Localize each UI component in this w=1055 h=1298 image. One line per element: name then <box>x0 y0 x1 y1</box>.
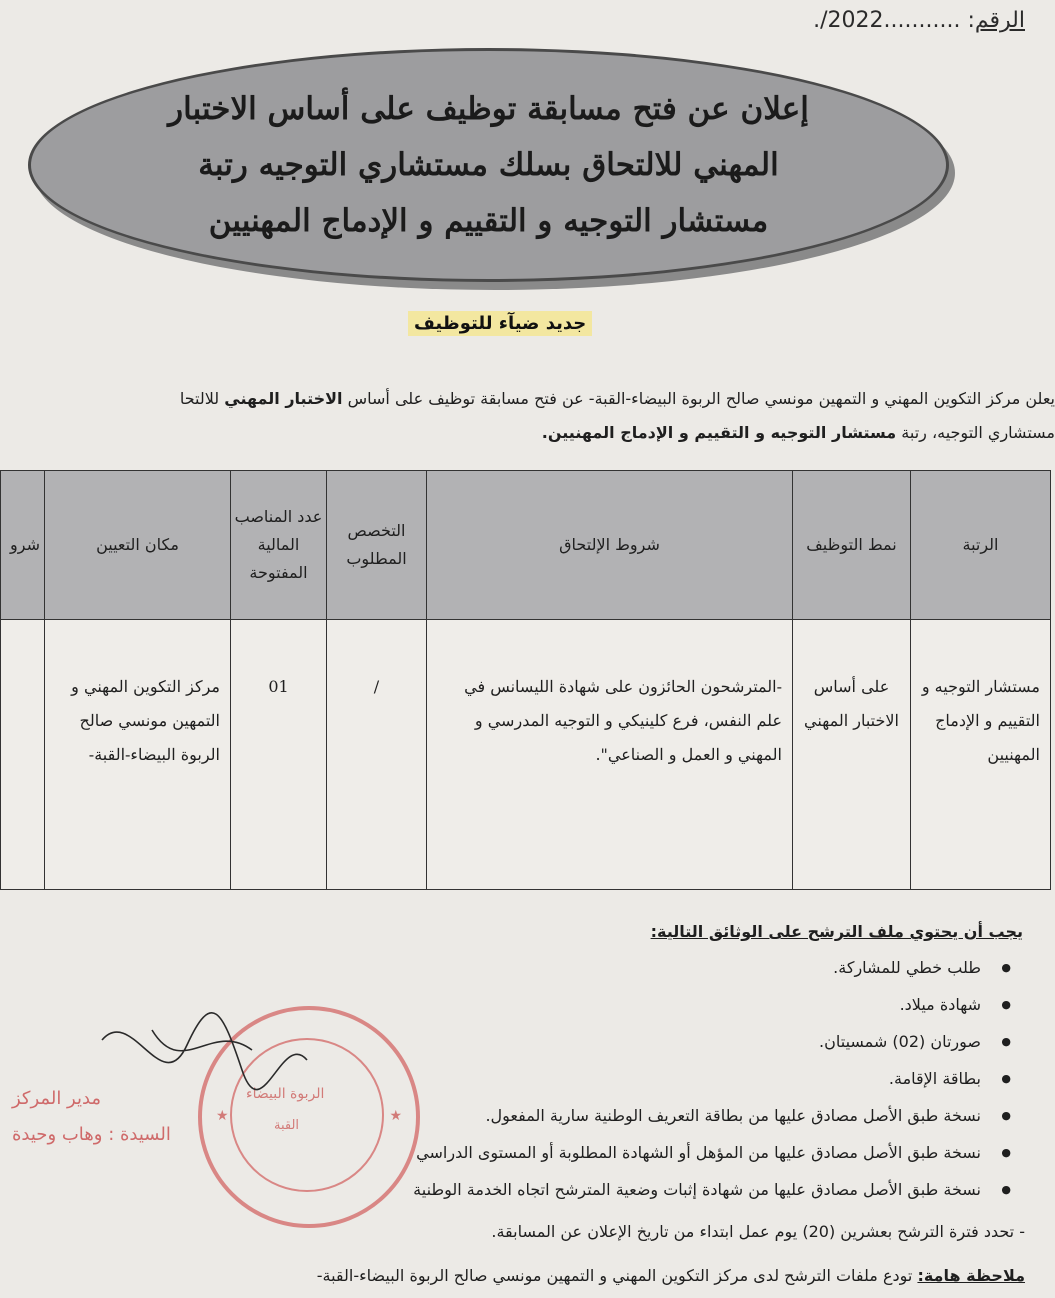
header-rank: الرتبة <box>911 471 1051 620</box>
header-extra: شرو <box>1 471 45 620</box>
intro-paragraph <box>45 382 1055 450</box>
documents-heading: يجب أن يحتوي ملف الترشح على الوثائق التالية: <box>650 922 1023 941</box>
watermark-label: جديد ضيآء للتوظيف <box>408 311 592 336</box>
stamp-center-text-2: القبة <box>274 1118 300 1133</box>
note-label: ملاحظة هامة: <box>917 1266 1025 1285</box>
intro-part-4: للالتحا <box>179 389 225 408</box>
cell-type: على أساس الاختبار المهني <box>793 620 911 890</box>
cell-conditions: -المترشحون الحائزون على شهادة الليسانس في علم النفس، فرع كلينيكي و التوجيه المدرسي و المهني و العمل و الصناعي". <box>427 620 793 890</box>
title-oval <box>28 48 949 282</box>
reference-value: ...........2022/. <box>813 8 961 33</box>
header-place: مكان التعيين <box>45 471 231 620</box>
cell-place: مركز التكوين المهني و التمهين مونسي صالح الربوة البيضاء-القبة- <box>45 620 231 890</box>
signature-icon <box>92 1000 325 1110</box>
director-name: السيدة : وهاب وحيدة <box>12 1124 171 1145</box>
positions-table <box>0 470 1051 890</box>
header-specialty: التخصص المطلوب <box>327 471 427 620</box>
star-icon: ★ <box>389 1108 402 1124</box>
header-posts: عدد المناصب المالية المفتوحة <box>231 471 327 620</box>
star-icon: ★ <box>216 1108 229 1124</box>
list-item: ● صورتان (02) شمسيتان. <box>123 1023 981 1060</box>
title-line-1: إعلان عن فتح مسابقة توظيف على أساس الاختبار <box>168 91 809 127</box>
intro-line2-a: مستشاري التوجيه، رتبة <box>896 423 1055 442</box>
list-item: ● نسخة طبق الأصل مصادق عليها من المؤهل أو الشهادة المطلوبة أو المستوى الدراسي <box>123 1134 981 1171</box>
reference-label: الرقم <box>974 8 1025 33</box>
list-item: ● طلب خطي للمشاركة. <box>123 949 981 986</box>
important-note <box>317 1266 1025 1285</box>
table-header-row <box>1 471 1051 620</box>
table-row <box>1 620 1051 890</box>
header-type: نمط التوظيف <box>793 471 911 620</box>
reference-number: الرقم: ...........2022/. <box>813 8 1025 33</box>
cell-rank: مستشار التوجيه و التقييم و الإدماج المهنيين <box>911 620 1051 890</box>
list-item: ● نسخة طبق الأصل مصادق عليها من بطاقة التعريف الوطنية سارية المفعول. <box>123 1097 981 1134</box>
title-line-3: مستشار التوجيه و التقييم و الإدماج المهنيين <box>208 203 769 239</box>
stamp-center-text-1: الربوة البيضاء <box>246 1086 325 1102</box>
application-period: - تحدد فترة الترشح بعشرين (20) يوم عمل ابتداء من تاريخ الإعلان عن المسابقة. <box>491 1222 1025 1241</box>
cell-extra <box>1 620 45 890</box>
intro-line2-b: مستشار التوجيه و التقييم و الإدماج المهنيين. <box>541 423 897 442</box>
list-item: ● بطاقة الإقامة. <box>123 1060 981 1097</box>
note-text: تودع ملفات الترشح لدى مركز التكوين المهني و التمهين مونسي صالح الربوة البيضاء-القبة- <box>316 1266 918 1285</box>
title-line-2: المهني للالتحاق بسلك مستشاري التوجيه رتبة <box>198 147 779 183</box>
list-item: ● شهادة ميلاد. <box>123 986 981 1023</box>
intro-part-3: الاختبار المهني <box>224 389 343 408</box>
intro-part-1: يعلن مركز التكوين المهني و التمهين مونسي صالح الربوة البيضاء-القبة- <box>588 389 1055 408</box>
cell-posts: 01 <box>231 620 327 890</box>
intro-part-2: عن فتح مسابقة توظيف على أساس <box>342 389 589 408</box>
director-title: مدير المركز <box>12 1088 102 1109</box>
cell-specialty: / <box>327 620 427 890</box>
list-item: ● نسخة طبق الأصل مصادق عليها من شهادة إثبات وضعية المترشح اتجاه الخدمة الوطنية <box>123 1171 981 1208</box>
header-conditions: شروط الإلتحاق <box>427 471 793 620</box>
